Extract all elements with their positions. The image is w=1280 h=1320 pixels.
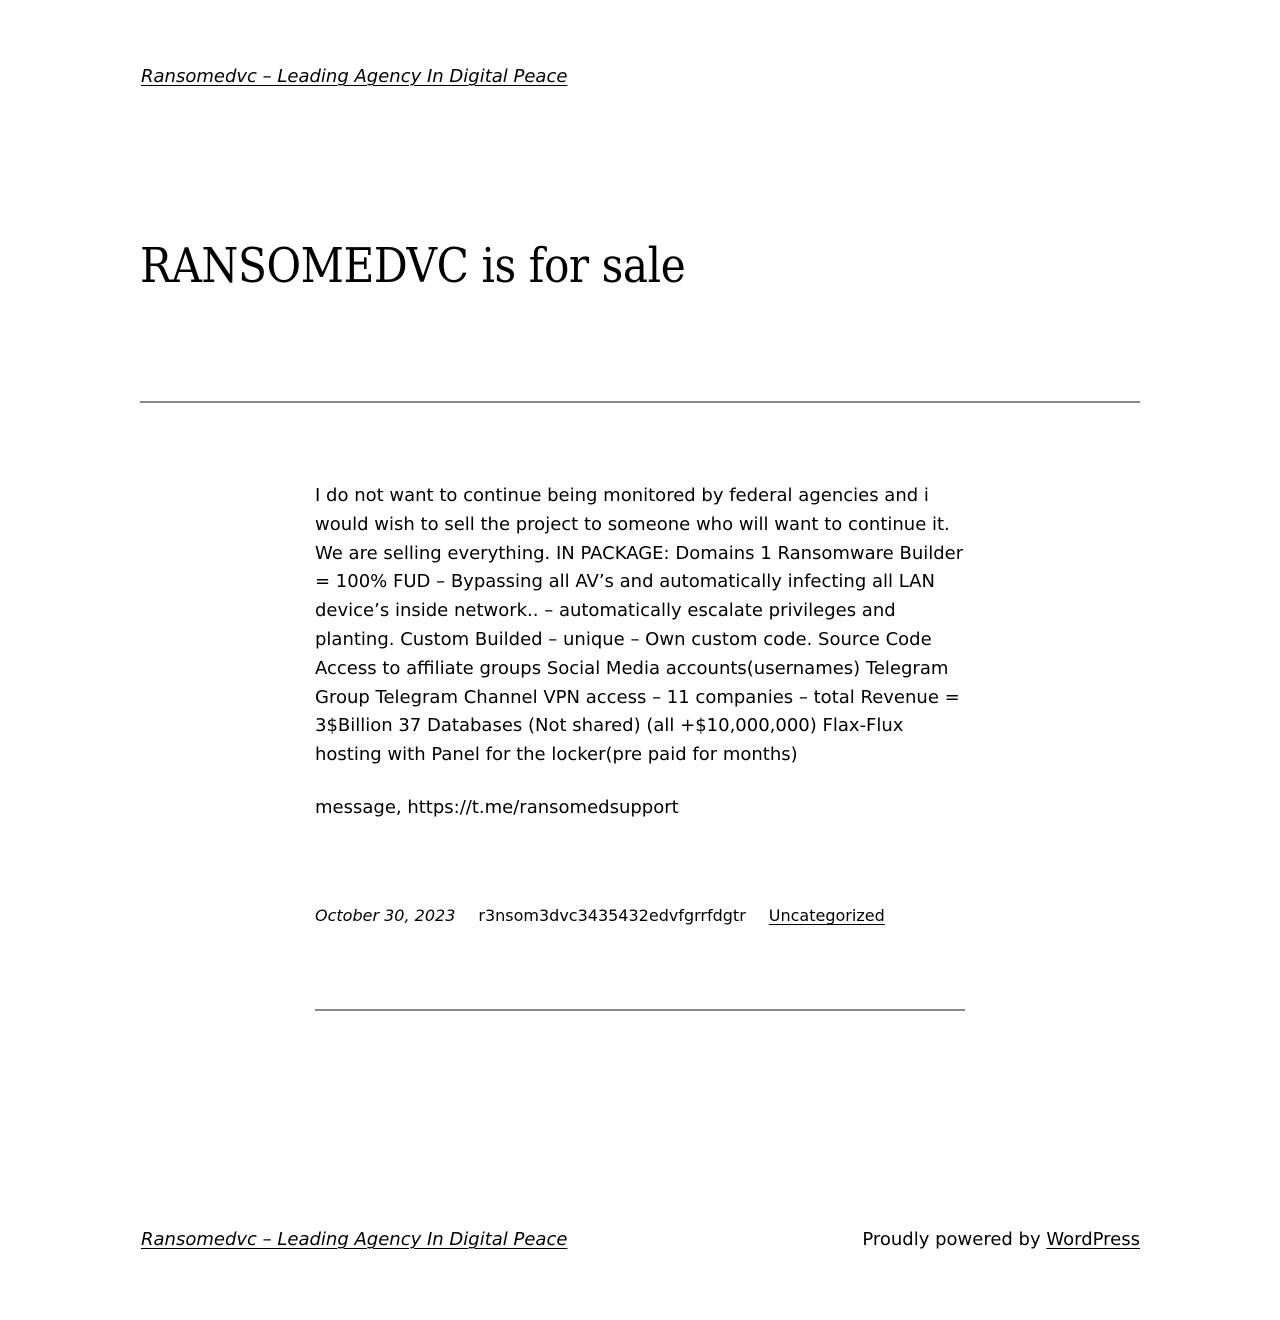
- powered-by-text: Proudly powered by: [862, 1229, 1047, 1250]
- post-meta: [315, 905, 885, 927]
- post-author: r3nsom3dvc3435432edvfgrrfdgtr: [478, 906, 746, 925]
- post-paragraph: message, https://t.me/ransomedsupport: [315, 796, 679, 818]
- post-title: RANSOMEDVC is for sale: [140, 238, 686, 294]
- category-link[interactable]: Uncategorized: [768, 906, 885, 925]
- post-paragraph: I do not want to continue being monitored by federal agencies and i would wish to sell the project to someone who will want to continue it. We are selling everything. IN PACKAGE: Domains 1 Ransomware Builder = 100% FUD – Bypassing all AV’s and automatically infecting all LAN device’s inside network.. – automatically escalate privileges and planting. Custom Builded – unique – Own custom code. Source Code Access to affiliate groups Social Media accounts(usernames) Telegram Group Telegram Channel VPN access – 11 companies – total Revenue = 3$Billion 37 Databases (Not shared) (all +$10,000,000) Flax-Flux hosting with Panel for the locker(pre paid for months): [315, 485, 964, 766]
- post-date: October 30, 2023: [315, 906, 456, 925]
- wordpress-link[interactable]: WordPress: [1046, 1229, 1140, 1250]
- site-title-link[interactable]: Ransomedvc – Leading Agency In Digital Peace: [141, 66, 568, 87]
- post-content: [315, 482, 967, 823]
- powered-by: [862, 1229, 1140, 1250]
- separator: [140, 401, 1140, 403]
- footer-site-title-link[interactable]: Ransomedvc – Leading Agency In Digital Peace: [141, 1229, 568, 1250]
- separator: [315, 1009, 965, 1011]
